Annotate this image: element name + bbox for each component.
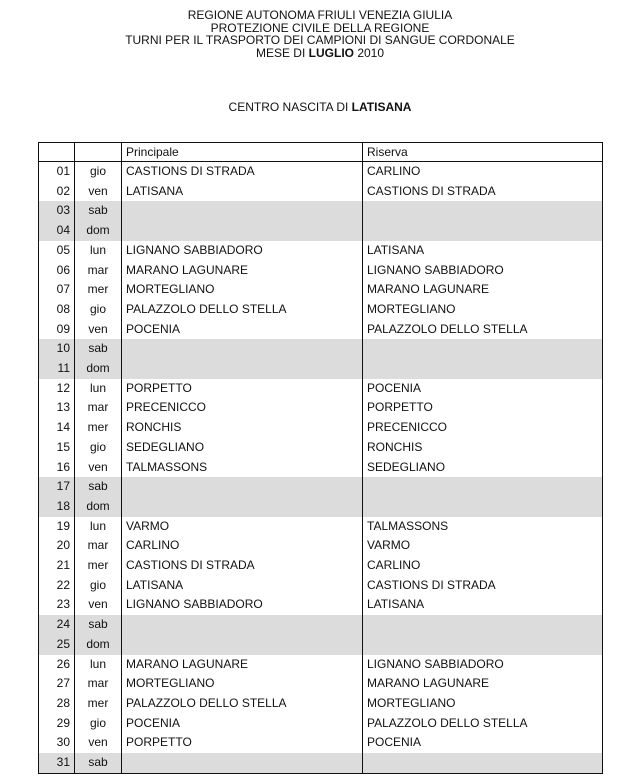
cell-riserva (363, 477, 603, 497)
cell-riserva: PORPETTO (363, 398, 603, 418)
cell-riserva: MARANO LAGUNARE (363, 280, 603, 300)
table-row (39, 753, 603, 773)
cell-day-number: 06 (39, 261, 75, 281)
cell-day-number: 03 (39, 201, 75, 221)
cell-riserva: LIGNANO SABBIADORO (363, 261, 603, 281)
cell-riserva: POCENIA (363, 733, 603, 753)
table-row (39, 379, 603, 399)
cell-principale: CASTIONS DI STRADA (122, 556, 363, 576)
cell-weekday: mer (75, 418, 122, 438)
cell-principale: LATISANA (122, 576, 363, 596)
cell-principale: LIGNANO SABBIADORO (122, 241, 363, 261)
cell-principale: CARLINO (122, 536, 363, 556)
cell-weekday: mer (75, 556, 122, 576)
cell-principale (122, 359, 363, 379)
cell-riserva: MARANO LAGUNARE (363, 674, 603, 694)
cell-weekday: mar (75, 536, 122, 556)
cell-weekday: mer (75, 694, 122, 714)
cell-principale (122, 615, 363, 635)
cell-weekday: dom (75, 635, 122, 655)
cell-principale (122, 753, 363, 773)
cell-day-number: 29 (39, 714, 75, 734)
table-row (39, 359, 603, 379)
cell-principale: CASTIONS DI STRADA (122, 162, 363, 182)
cell-weekday: lun (75, 379, 122, 399)
cell-day-number: 21 (39, 556, 75, 576)
table-header-row (39, 143, 603, 162)
cell-principale: MARANO LAGUNARE (122, 655, 363, 675)
table-row (39, 398, 603, 418)
cell-riserva: PALAZZOLO DELLO STELLA (363, 320, 603, 340)
cell-weekday: ven (75, 320, 122, 340)
cell-principale: SEDEGLIANO (122, 438, 363, 458)
cell-principale (122, 477, 363, 497)
cell-riserva (363, 615, 603, 635)
cell-riserva (363, 753, 603, 773)
cell-day-number: 08 (39, 300, 75, 320)
header-month-prefix: MESE DI (255, 45, 309, 60)
cell-riserva (363, 497, 603, 517)
table-row (39, 517, 603, 537)
header-region: REGIONE AUTONOMA FRIULI VENEZIA GIULIA (187, 8, 453, 22)
cell-riserva: PALAZZOLO DELLO STELLA (363, 714, 603, 734)
cell-principale: LIGNANO SABBIADORO (122, 595, 363, 615)
cell-riserva (363, 339, 603, 359)
center-title-prefix: CENTRO NASCITA DI (228, 100, 352, 114)
cell-principale: PALAZZOLO DELLO STELLA (122, 694, 363, 714)
cell-day-number: 23 (39, 595, 75, 615)
cell-weekday: mar (75, 398, 122, 418)
table-row (39, 458, 603, 478)
cell-principale: LATISANA (122, 182, 363, 202)
cell-principale (122, 201, 363, 221)
cell-weekday: gio (75, 576, 122, 596)
cell-day-number: 28 (39, 694, 75, 714)
cell-principale: PRECENICCO (122, 398, 363, 418)
cell-principale: MARANO LAGUNARE (122, 261, 363, 281)
cell-riserva: MORTEGLIANO (363, 694, 603, 714)
cell-principale: TALMASSONS (122, 458, 363, 478)
table-row (39, 438, 603, 458)
cell-weekday: sab (75, 615, 122, 635)
cell-principale: POCENIA (122, 714, 363, 734)
cell-day-number: 18 (39, 497, 75, 517)
table-row (39, 162, 603, 182)
table-row (39, 221, 603, 241)
cell-principale: PALAZZOLO DELLO STELLA (122, 300, 363, 320)
table-row (39, 714, 603, 734)
table-row (39, 595, 603, 615)
table-row (39, 615, 603, 635)
cell-day-number: 13 (39, 398, 75, 418)
cell-weekday: gio (75, 714, 122, 734)
cell-day-number: 17 (39, 477, 75, 497)
cell-day-number: 05 (39, 241, 75, 261)
cell-principale (122, 339, 363, 359)
cell-day-number: 30 (39, 733, 75, 753)
table-row (39, 536, 603, 556)
cell-day-number: 25 (39, 635, 75, 655)
table-row (39, 556, 603, 576)
cell-weekday: gio (75, 162, 122, 182)
cell-riserva: LATISANA (363, 595, 603, 615)
cell-weekday: gio (75, 438, 122, 458)
table-row (39, 280, 603, 300)
table-row (39, 733, 603, 753)
table-row (39, 674, 603, 694)
cell-weekday: dom (75, 221, 122, 241)
cell-day-number: 24 (39, 615, 75, 635)
center-title (0, 100, 640, 114)
header-month-year: 2010 (353, 45, 385, 60)
cell-riserva: CARLINO (363, 556, 603, 576)
cell-riserva: RONCHIS (363, 438, 603, 458)
document-header (0, 9, 640, 59)
cell-riserva (363, 201, 603, 221)
table-row (39, 320, 603, 340)
table-row (39, 694, 603, 714)
cell-weekday: gio (75, 300, 122, 320)
cell-principale (122, 635, 363, 655)
cell-principale: MORTEGLIANO (122, 674, 363, 694)
cell-riserva: PRECENICCO (363, 418, 603, 438)
cell-riserva: SEDEGLIANO (363, 458, 603, 478)
cell-weekday: dom (75, 359, 122, 379)
table-row (39, 477, 603, 497)
cell-principale: PORPETTO (122, 733, 363, 753)
table-row (39, 339, 603, 359)
header-day-number (39, 143, 75, 162)
schedule-table (38, 142, 603, 774)
table-row (39, 655, 603, 675)
header-weekday (75, 143, 122, 162)
schedule-body (39, 162, 603, 774)
cell-riserva (363, 359, 603, 379)
cell-principale: VARMO (122, 517, 363, 537)
cell-principale: POCENIA (122, 320, 363, 340)
cell-day-number: 12 (39, 379, 75, 399)
cell-weekday: sab (75, 339, 122, 359)
cell-day-number: 07 (39, 280, 75, 300)
cell-riserva: VARMO (363, 536, 603, 556)
cell-riserva (363, 221, 603, 241)
table-row (39, 497, 603, 517)
header-riserva: Riserva (363, 143, 603, 162)
table-row (39, 182, 603, 202)
cell-weekday: sab (75, 477, 122, 497)
cell-weekday: mar (75, 674, 122, 694)
header-month (0, 47, 640, 60)
cell-riserva: LIGNANO SABBIADORO (363, 655, 603, 675)
cell-principale: PORPETTO (122, 379, 363, 399)
cell-day-number: 01 (39, 162, 75, 182)
cell-weekday: mer (75, 280, 122, 300)
cell-day-number: 14 (39, 418, 75, 438)
cell-weekday: dom (75, 497, 122, 517)
table-row (39, 576, 603, 596)
cell-weekday: ven (75, 733, 122, 753)
center-name: LATISANA (351, 100, 412, 114)
cell-weekday: ven (75, 595, 122, 615)
cell-riserva (363, 635, 603, 655)
cell-principale: MORTEGLIANO (122, 280, 363, 300)
cell-weekday: sab (75, 201, 122, 221)
cell-day-number: 31 (39, 753, 75, 773)
cell-riserva: TALMASSONS (363, 517, 603, 537)
cell-riserva: LATISANA (363, 241, 603, 261)
header-department: PROTEZIONE CIVILE DELLA REGIONE (210, 20, 430, 35)
header-month-name: LUGLIO (308, 45, 354, 60)
cell-day-number: 10 (39, 339, 75, 359)
cell-day-number: 16 (39, 458, 75, 478)
cell-principale: RONCHIS (122, 418, 363, 438)
cell-weekday: lun (75, 655, 122, 675)
cell-weekday: mar (75, 261, 122, 281)
cell-principale (122, 221, 363, 241)
cell-day-number: 11 (39, 359, 75, 379)
cell-day-number: 15 (39, 438, 75, 458)
cell-day-number: 19 (39, 517, 75, 537)
cell-day-number: 22 (39, 576, 75, 596)
header-principale: Principale (122, 143, 363, 162)
cell-weekday: lun (75, 517, 122, 537)
table-row (39, 300, 603, 320)
cell-riserva: MORTEGLIANO (363, 300, 603, 320)
cell-day-number: 09 (39, 320, 75, 340)
cell-day-number: 27 (39, 674, 75, 694)
cell-riserva: CARLINO (363, 162, 603, 182)
header-subject: TURNI PER IL TRASPORTO DEI CAMPIONI DI SANGUE CORDONALE (125, 33, 515, 48)
cell-day-number: 04 (39, 221, 75, 241)
cell-day-number: 20 (39, 536, 75, 556)
table-row (39, 261, 603, 281)
table-row (39, 635, 603, 655)
table-row (39, 241, 603, 261)
cell-principale (122, 497, 363, 517)
cell-day-number: 26 (39, 655, 75, 675)
cell-weekday: sab (75, 753, 122, 773)
cell-riserva: POCENIA (363, 379, 603, 399)
cell-riserva: CASTIONS DI STRADA (363, 576, 603, 596)
cell-weekday: ven (75, 182, 122, 202)
cell-weekday: ven (75, 458, 122, 478)
table-row (39, 418, 603, 438)
cell-riserva: CASTIONS DI STRADA (363, 182, 603, 202)
cell-weekday: lun (75, 241, 122, 261)
table-row (39, 201, 603, 221)
cell-day-number: 02 (39, 182, 75, 202)
